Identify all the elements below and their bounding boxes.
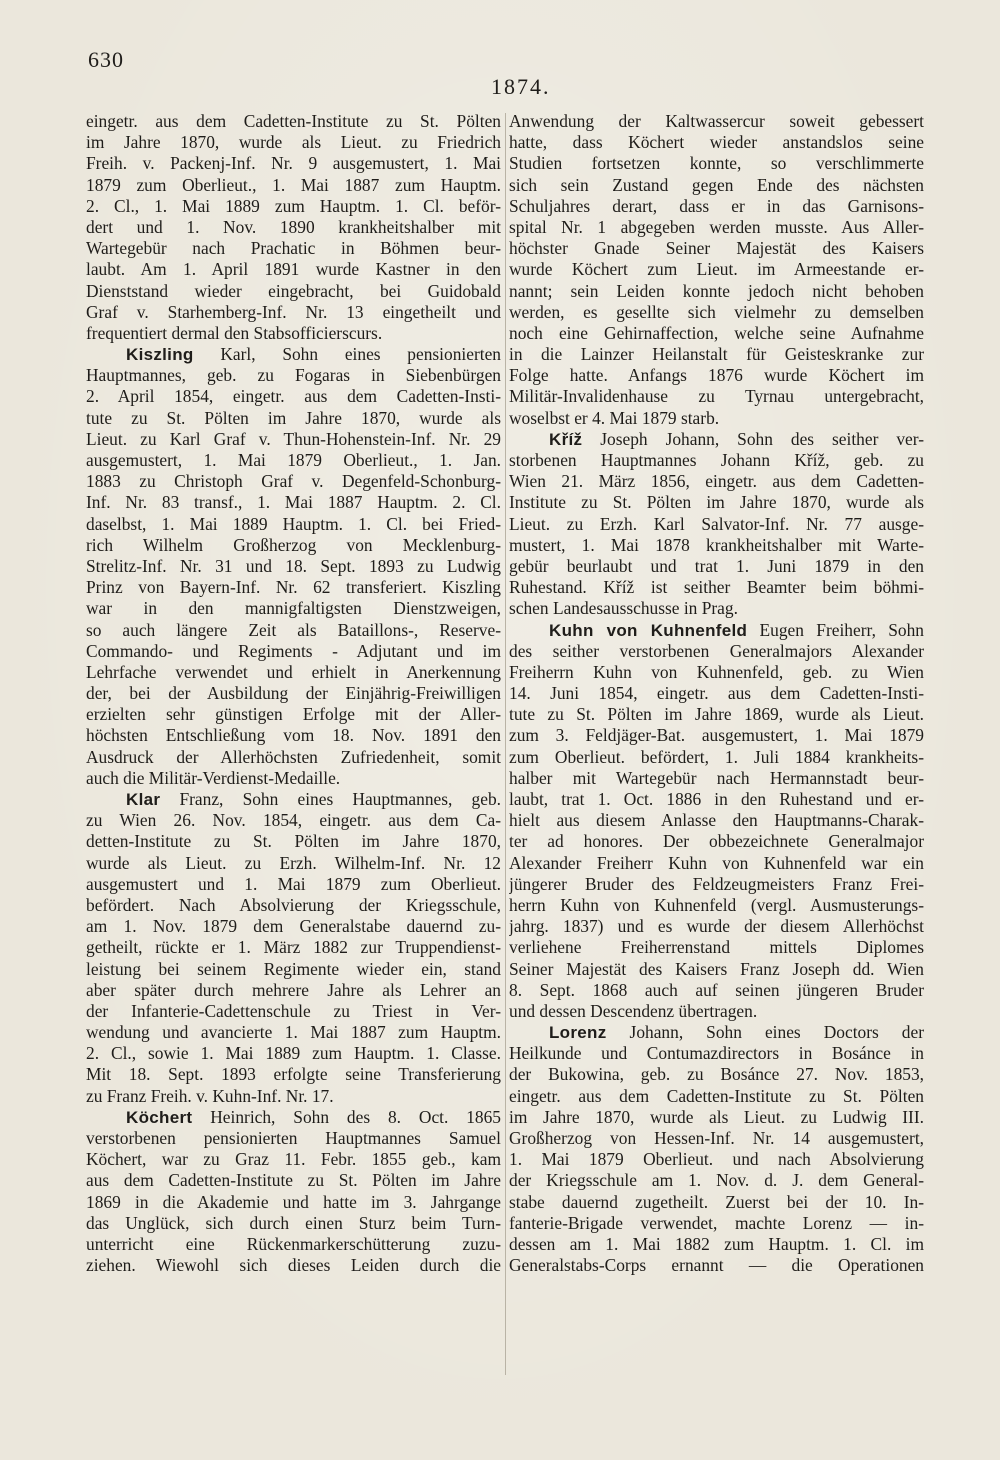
text-line [509, 1064, 924, 1085]
text-line [509, 450, 924, 471]
line-text: stabe dauernd zugetheilt. Zuerst bei der 10. In- [509, 1191, 924, 1212]
text-line [509, 1086, 924, 1107]
line-text: Hauptmannes, geb. zu Fogaras in Siebenbürgen [86, 365, 501, 386]
text-line [86, 1213, 501, 1234]
text-line [509, 132, 924, 153]
text-line [86, 1149, 501, 1170]
line-text: Mit 18. Sept. 1893 erfolgte seine Transferierung [86, 1064, 501, 1085]
text-line [509, 386, 924, 407]
line-text: verliehene Freiherrenstand mittels Diplomes [509, 937, 924, 958]
text-line [509, 662, 924, 683]
text-line [86, 895, 501, 916]
line-text: der Kriegsschule am 1. Nov. d. J. dem General- [509, 1170, 924, 1191]
text-line [509, 1043, 924, 1064]
text-line [509, 1149, 924, 1170]
line-text: werden, es gesellte sich vielmehr zu demselben [509, 301, 924, 322]
line-text: des seither verstorbenen Generalmajors Alexander [509, 640, 924, 661]
line-text: jüngerer Bruder des Feldzeugmeisters Franz Frei- [509, 873, 924, 894]
line-text: noch eine Gehirnaffection, welche seine Aufnahme [509, 322, 924, 343]
text-line [509, 1022, 924, 1043]
line-text: Johann, Sohn eines Doctors der [606, 1022, 924, 1043]
text-line [509, 556, 924, 577]
line-text: Ausdruck der Allerhöchsten Zufriedenheit, somit [86, 746, 501, 767]
line-text: sich sein Zustand gegen Ende des nächsten [509, 174, 924, 195]
text-line [86, 874, 501, 895]
line-text: hielt aus diesem Anlasse den Hauptmanns-Charak- [509, 810, 924, 831]
line-text: 1879 zum Oberlieut., 1. Mai 1887 zum Hauptm. [86, 174, 501, 195]
line-text: eingetr. aus dem Cadetten-Institute zu St. Pölten [509, 1085, 924, 1106]
line-text: hatte, dass Köchert wieder anstandslos seine [509, 132, 924, 153]
line-text: 2. April 1854, eingetr. aus dem Cadetten-Insti- [86, 386, 501, 407]
line-text: Franz, Sohn eines Hauptmannes, geb. [160, 789, 501, 809]
text-line [509, 916, 924, 937]
page-number: 630 [88, 47, 124, 72]
text-line [86, 344, 501, 365]
line-text: Prinz von Bayern-Inf. Nr. 62 transferiert. Kiszling [86, 577, 501, 598]
line-text: Karl, Sohn eines pensionierten [193, 344, 501, 365]
line-text: wendung und avancierte 1. Mai 1887 zum Hauptm. [86, 1022, 501, 1043]
text-line [509, 874, 924, 895]
line-text: zum Oberlieut. befördert, 1. Juli 1884 krankheits- [509, 746, 924, 767]
text-line [509, 429, 924, 450]
line-text: tute zu St. Pölten im Jahre 1869, wurde als Lieut. [509, 704, 924, 725]
text-line [86, 916, 501, 937]
line-text: erzielten sehr günstigen Erfolge mit der Aller- [86, 704, 501, 725]
text-line [86, 1192, 501, 1213]
line-text: eingetr. aus dem Cadetten-Institute zu St. Pölten [86, 111, 501, 131]
text-line [86, 1170, 501, 1191]
text-line [86, 662, 501, 683]
text-line [86, 1086, 501, 1107]
text-line [509, 747, 924, 768]
text-line [509, 1001, 924, 1022]
text-line [86, 323, 501, 344]
line-text: der, bei der Ausbildung der Einjährig-Freiwilligen [86, 683, 501, 704]
text-line [86, 238, 501, 259]
line-text: fanterie-Brigade verwendet, machte Lorenz — in- [509, 1212, 924, 1233]
right-text-column [509, 111, 924, 1276]
line-text: spital Nr. 1 abgegeben werden musste. Aus Aller- [509, 216, 924, 237]
text-line [86, 302, 501, 323]
line-text: frequentiert dermal den Stabsofficierscurs. [86, 322, 383, 343]
line-text: gebür beurlaubt und trat 1. Juni 1879 in den [509, 555, 924, 576]
text-line [509, 725, 924, 746]
line-text: leistung bei seinem Regimente wieder ein, stand [86, 958, 501, 979]
line-text: im Jahre 1870, wurde als Lieut. zu Ludwig III. [509, 1106, 924, 1127]
text-line [86, 789, 501, 810]
line-text: Freih. v. Packenj-Inf. Nr. 9 ausgemustert, 1. Mai [86, 153, 501, 174]
text-line [86, 1043, 501, 1064]
line-text: Dienststand wieder eingebracht, bei Guidobald [86, 280, 501, 301]
line-text: unterricht eine Rückenmarkerschütterung zuzu- [86, 1233, 501, 1254]
text-line [86, 1234, 501, 1255]
text-line [86, 196, 501, 217]
line-text: Heilkunde und Contumazdirectors in Bosánce in [509, 1043, 924, 1064]
line-text: getheilt, rückte er 1. März 1882 zur Truppendienst- [86, 937, 501, 958]
line-text: ausgemustert, 1. Mai 1879 Oberlieut., 1. Jan. [86, 450, 501, 470]
line-text: Graf v. Starhemberg-Inf. Nr. 13 eingetheilt und [86, 301, 501, 322]
text-line [86, 111, 501, 132]
line-text: Lieut. zu Karl Graf v. Thun-Hohenstein-Inf. Nr. 29 [86, 428, 501, 449]
line-text: dessen am 1. Mai 1882 zum Hauptm. 1. Cl. im [509, 1233, 924, 1254]
entry-surname: Kuhn von Kuhnenfeld [549, 620, 748, 640]
line-text: storbenen Hauptmannes Johann Kříž, geb. zu [509, 450, 924, 470]
line-text: Lieut. zu Erzh. Karl Salvator-Inf. Nr. 77 ausge- [509, 513, 924, 534]
line-text: Institute zu St. Pölten im Jahre 1870, wurde als [509, 492, 924, 513]
line-text: das Unglück, sich durch einen Sturz beim Turn- [86, 1212, 501, 1233]
text-line [509, 1234, 924, 1255]
line-text: Wien 21. März 1856, eingetr. aus dem Cadetten- [509, 471, 924, 492]
line-text: Großherzog von Hessen-Inf. Nr. 14 ausgemustert, [509, 1128, 924, 1148]
line-text: 2. Cl., 1. Mai 1889 zum Hauptm. 1. Cl. beför- [86, 195, 501, 216]
text-line [86, 704, 501, 725]
text-line [509, 365, 924, 386]
text-line [86, 1064, 501, 1085]
line-text: Commando- und Regiments - Adjutant und im [86, 640, 501, 661]
text-line [509, 1192, 924, 1213]
text-line [86, 1022, 501, 1043]
line-text: Joseph Johann, Sohn des seither ver- [582, 428, 924, 449]
left-text-column [86, 111, 501, 1276]
text-line [509, 853, 924, 874]
text-line [509, 1128, 924, 1149]
text-line [509, 217, 924, 238]
text-line [86, 768, 501, 789]
text-line [509, 810, 924, 831]
line-text: Köchert, war zu Graz 11. Febr. 1855 geb., kam [86, 1149, 501, 1170]
text-line [509, 153, 924, 174]
text-line [86, 217, 501, 238]
line-text: Alexander Freiherr Kuhn von Kuhnenfeld war ein [509, 852, 924, 873]
text-line [86, 831, 501, 852]
text-line [509, 1213, 924, 1234]
text-line [86, 471, 501, 492]
text-line [86, 853, 501, 874]
text-line [86, 259, 501, 280]
line-text: wurde Köchert zum Lieut. im Armeestande er- [509, 259, 924, 280]
line-text: herrn Kuhn von Kuhnenfeld (vergl. Ausmusterungs- [509, 894, 924, 915]
text-line [86, 556, 501, 577]
text-line [509, 577, 924, 598]
line-text: zu Wien 26. Nov. 1854, eingetr. aus dem Ca- [86, 810, 501, 831]
line-text: schen Landesausschusse in Prag. [509, 598, 738, 619]
text-line [509, 408, 924, 429]
text-line [86, 492, 501, 513]
text-line [509, 492, 924, 513]
text-line [86, 937, 501, 958]
text-line [86, 1128, 501, 1149]
text-line [509, 259, 924, 280]
line-text: woselbst er 4. Mai 1879 starb. [509, 407, 720, 428]
text-line [509, 641, 924, 662]
text-line [509, 789, 924, 810]
text-line [86, 1255, 501, 1276]
text-line [509, 704, 924, 725]
line-text: Militär-Invalidenhause zu Tyrnau untergebracht, [509, 386, 924, 407]
text-line [86, 810, 501, 831]
line-text: mustert, 1. Mai 1878 krankheitshalber mit Warte- [509, 534, 924, 555]
text-line [509, 937, 924, 958]
line-text: im Jahre 1870, wurde als Lieut. zu Friedrich [86, 132, 501, 153]
line-text: zum 3. Feldjäger-Bat. ausgemustert, 1. Mai 1879 [509, 725, 924, 746]
line-text: Lehrfache verwendet und erhielt in Anerkennung [86, 661, 501, 682]
line-text: ausgemustert und 1. Mai 1879 zum Oberlieut. [86, 873, 501, 894]
line-text: laubt. Am 1. April 1891 wurde Kastner in den [86, 259, 501, 280]
line-text: der Infanterie-Cadettenschule zu Triest in Ver- [86, 1000, 501, 1021]
text-line [509, 620, 924, 641]
text-line [86, 959, 501, 980]
line-text: der Bukowina, geb. zu Bosánce 27. Nov. 1853, [509, 1064, 924, 1085]
line-text: halber mit Wartegebür nach Hermannstadt beur- [509, 767, 924, 788]
line-text: Folge hatte. Anfangs 1876 wurde Köchert im [509, 365, 924, 386]
line-text: 14. Juni 1854, eingetr. aus dem Cadetten-Insti- [509, 683, 924, 704]
text-line [86, 535, 501, 556]
line-text: jahrg. 1837) und es wurde der diesem Allerhöchst [509, 916, 924, 937]
text-line [509, 1107, 924, 1128]
line-text: Anwendung der Kaltwassercur soweit gebessert [509, 111, 924, 131]
text-line [509, 535, 924, 556]
text-line [86, 1107, 501, 1128]
line-text: höchster Gnade Seiner Majestät des Kaisers [509, 238, 924, 259]
line-text: Schuljahres derart, dass er in das Garnisons- [509, 195, 924, 216]
text-line [86, 450, 501, 471]
line-text: laubt, trat 1. Oct. 1886 in den Ruhestand und er- [509, 789, 924, 809]
line-text: Ruhestand. Kříž ist seither Beamter beim böhmi- [509, 577, 924, 598]
text-line [86, 175, 501, 196]
entry-surname: Kiszling [126, 345, 194, 365]
text-line [509, 895, 924, 916]
text-line [509, 344, 924, 365]
entry-surname: Kříž [549, 429, 583, 449]
line-text: 1. Mai 1879 Oberlieut. und nach Absolvierung [509, 1149, 924, 1170]
text-line [86, 132, 501, 153]
text-line [86, 620, 501, 641]
text-line [86, 725, 501, 746]
line-text: tute zu St. Pölten im Jahre 1870, wurde als [86, 407, 501, 428]
text-line [86, 429, 501, 450]
line-text: und dessen Descendenz übertragen. [509, 1000, 758, 1021]
text-line [86, 747, 501, 768]
text-line [86, 641, 501, 662]
entry-surname: Lorenz [549, 1023, 607, 1043]
text-line [509, 175, 924, 196]
text-line [86, 281, 501, 302]
text-line [509, 471, 924, 492]
text-line [509, 238, 924, 259]
text-line [509, 831, 924, 852]
text-line [86, 1001, 501, 1022]
text-line [509, 196, 924, 217]
text-line [86, 386, 501, 407]
text-line [509, 302, 924, 323]
line-text: ziehen. Wiewohl sich dieses Leiden durch die [86, 1255, 501, 1276]
line-text: Eugen Freiherr, Sohn [747, 619, 924, 640]
column-divider [505, 113, 506, 1375]
line-text: Generalstabs-Corps ernannt — die Operationen [509, 1255, 924, 1276]
line-text: verstorbenen pensionierten Hauptmannes Samuel [86, 1128, 501, 1148]
line-text: detten-Institute zu St. Pölten im Jahre 1870, [86, 831, 501, 852]
line-text: 2. Cl., sowie 1. Mai 1889 zum Hauptm. 1. Classe. [86, 1043, 501, 1064]
line-text: Studien fortsetzen konnte, so verschlimmerte [509, 153, 924, 174]
line-text: Heinrich, Sohn des 8. Oct. 1865 [192, 1106, 501, 1127]
line-text: 1869 in die Akademie und hatte im 3. Jahrgange [86, 1191, 501, 1212]
line-text: höchsten Entschließung vom 18. Nov. 1891 den [86, 725, 501, 746]
text-line [86, 153, 501, 174]
text-line [509, 959, 924, 980]
line-text: Seiner Majestät des Kaisers Franz Joseph dd. Wien [509, 958, 924, 979]
running-head-year: 1874. [491, 74, 551, 99]
text-line [509, 980, 924, 1001]
text-line [509, 598, 924, 619]
line-text: ter ad honores. Der obbezeichnete Generalmajor [509, 831, 924, 852]
line-text: 8. Sept. 1868 auch auf seinen jüngeren Bruder [509, 979, 924, 1000]
text-line [86, 683, 501, 704]
entry-surname: Klar [126, 790, 161, 809]
text-line [509, 683, 924, 704]
line-text: befördert. Nach Absolvierung der Kriegsschule, [86, 894, 501, 915]
text-line [509, 514, 924, 535]
text-line [509, 323, 924, 344]
line-text: 1883 zu Christoph Graf v. Degenfeld-Schonburg- [86, 471, 501, 492]
line-text: Inf. Nr. 83 transf., 1. Mai 1887 Hauptm. 2. Cl. [86, 492, 501, 513]
entry-surname: Köchert [126, 1107, 193, 1127]
line-text: Wartegebür nach Prachatic in Böhmen beur- [86, 238, 501, 259]
line-text: aber später durch mehrere Jahre als Lehrer an [86, 979, 501, 1000]
line-text: Freiherrn Kuhn von Kuhnenfeld, geb. zu Wien [509, 661, 924, 682]
text-line [509, 1255, 924, 1276]
line-text: so auch längere Zeit als Bataillons-, Reserve- [86, 619, 501, 640]
text-line [86, 980, 501, 1001]
line-text: rich Wilhelm Großherzog von Mecklenburg- [86, 534, 501, 555]
text-line [509, 281, 924, 302]
text-line [509, 1170, 924, 1191]
line-text: am 1. Nov. 1879 dem Generalstabe dauernd zu- [86, 916, 501, 937]
line-text: zu Franz Freih. v. Kuhn-Inf. Nr. 17. [86, 1085, 334, 1106]
line-text: auch die Militär-Verdienst-Medaille. [86, 767, 341, 788]
text-line [509, 768, 924, 789]
line-text: aus dem Cadetten-Institute zu St. Pölten im Jahre [86, 1170, 501, 1191]
line-text: dert und 1. Nov. 1890 krankheitshalber mit [86, 216, 501, 237]
line-text: daselbst, 1. Mai 1889 Hauptm. 1. Cl. bei Fried- [86, 513, 501, 534]
line-text: nannt; sein Leiden konnte jedoch nicht behoben [509, 280, 924, 301]
text-line [86, 514, 501, 535]
text-line [509, 111, 924, 132]
text-line [86, 577, 501, 598]
text-line [86, 365, 501, 386]
line-text: wurde als Lieut. zu Erzh. Wilhelm-Inf. Nr. 12 [86, 852, 501, 873]
text-line [86, 598, 501, 619]
text-line [86, 408, 501, 429]
line-text: Strelitz-Inf. Nr. 31 und 18. Sept. 1893 zu Ludwig [86, 555, 501, 576]
line-text: in die Lainzer Heilanstalt für Geisteskranke zur [509, 344, 924, 365]
line-text: war in den mannigfaltigsten Dienstzweigen, [86, 598, 501, 619]
